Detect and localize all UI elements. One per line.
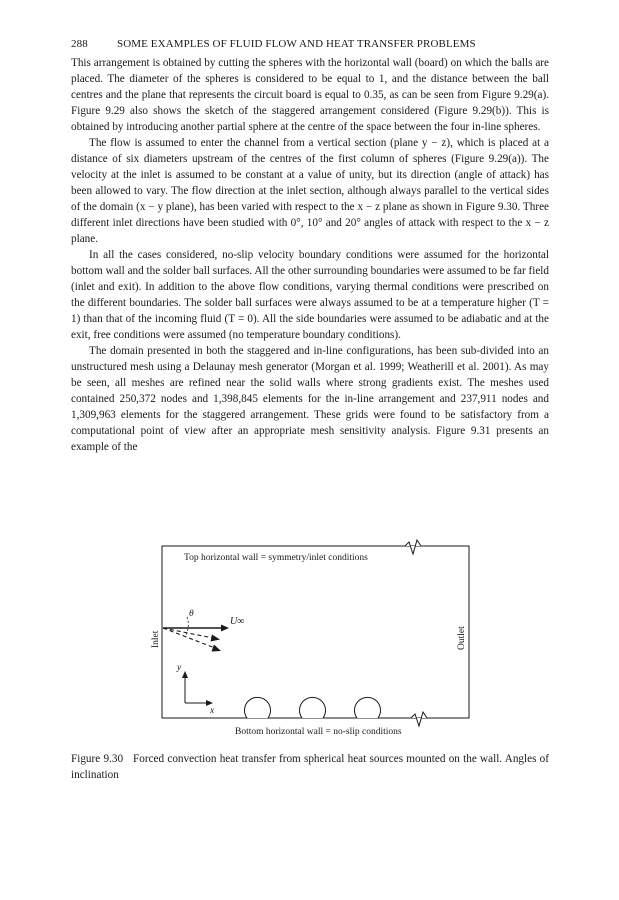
outlet-label: Outlet	[457, 626, 467, 650]
arrowhead-20deg	[212, 645, 222, 652]
top-break-mark	[405, 540, 421, 554]
running-header	[71, 36, 549, 52]
y-axis-label: y	[177, 663, 182, 673]
solder-ball-1	[245, 697, 271, 718]
velocity-label: U∞	[230, 616, 245, 627]
page-body	[71, 36, 549, 455]
bottom-break-mark	[411, 712, 427, 726]
paragraph-2: The flow is assumed to enter the channel from a vertical section (plane y − z), which is placed at a distance of six diameters upstream of the centres of the first column of spheres (Figure 9.29(a)). The velocity at the inlet is assumed to be constant at a value of unity, but its direction (angle of attack) has been allowed to vary. The flow direction at the inlet section, although always parallel to the vertical sides of the domain (x − y plane), has been varied with respect to the x − z plane as shown in Figure 9.30. Three different inlet directions have been studied with 0°, 10° and 20° angles of attack with respect to the x − z plane.	[71, 137, 549, 245]
arrowhead-0deg	[221, 625, 229, 632]
domain-diagram	[91, 510, 471, 737]
arrowhead-10deg	[211, 635, 221, 642]
page-number: 288	[71, 38, 88, 50]
velocity-arrow-20deg	[163, 628, 215, 648]
solder-ball-3	[355, 697, 381, 718]
paragraph-1: This arrangement is obtained by cutting the spheres with the horizontal wall (board) on which the balls are placed. The diameter of the spheres is considered to be equal to 1, and the distance between the ball centres and the plane that represents the circuit board is equal to 0.35, as can be seen from Figure 9.29(a). Figure 9.29 also shows the sketch of the staggered arrangement considered (Figure 9.29(b)). This is obtained by introducing another partial sphere at the centre of the space between the four in-line spheres.	[71, 57, 549, 133]
x-axis-label: x	[210, 706, 215, 716]
angle-arc	[185, 617, 188, 637]
inlet-label: Inlet	[151, 630, 161, 648]
figure-9-30	[91, 510, 471, 737]
top-wall-label: Top horizontal wall = symmetry/inlet conditions	[184, 553, 368, 563]
caption-text: Forced convection heat transfer from spherical heat sources mounted on the wall. Angles of inclination	[71, 753, 549, 781]
running-title: SOME EXAMPLES OF FLUID FLOW AND HEAT TRANSFER PROBLEMS	[117, 38, 476, 50]
caption-label: Figure 9.30	[71, 753, 124, 765]
paragraph-3: In all the cases considered, no-slip velocity boundary conditions were assumed for the horizontal bottom wall and the solder ball surfaces. All the other surrounding boundaries were assumed to be far field (inlet and exit). In addition to the above flow conditions, varying thermal conditions were prescribed on the different boundaries. The solder ball surfaces were always assumed to be at a temperature higher (T = 1) than that of the incoming fluid (T = 0). All the side boundaries were assumed to be adiabatic and at the exit, free conditions were assumed (no temperature boundary conditions).	[71, 249, 549, 341]
y-axis-arrowhead	[182, 671, 188, 678]
bottom-wall-label: Bottom horizontal wall = no-slip conditions	[235, 727, 402, 737]
theta-label: θ	[189, 609, 194, 619]
domain-boundary	[162, 546, 469, 718]
figure-caption	[71, 751, 549, 783]
paragraph-4: The domain presented in both the staggered and in-line configurations, has been sub-divided into an unstructured mesh using a Delaunay mesh generator (Morgan et al. 1999; Weatherill et al. 2001). As may be seen, all meshes are refined near the solid walls where strong gradients exist. The meshes used contained 250,372 nodes and 1,398,845 elements for the in-line arrangement and 237,911 nodes and 1,309,963 elements for the staggered arrangement. These grids were found to be satisfactory from a computational point of view after an appropriate mesh sensitivity analysis. Figure 9.31 presents an example of the	[71, 345, 549, 453]
solder-ball-2	[300, 697, 326, 718]
